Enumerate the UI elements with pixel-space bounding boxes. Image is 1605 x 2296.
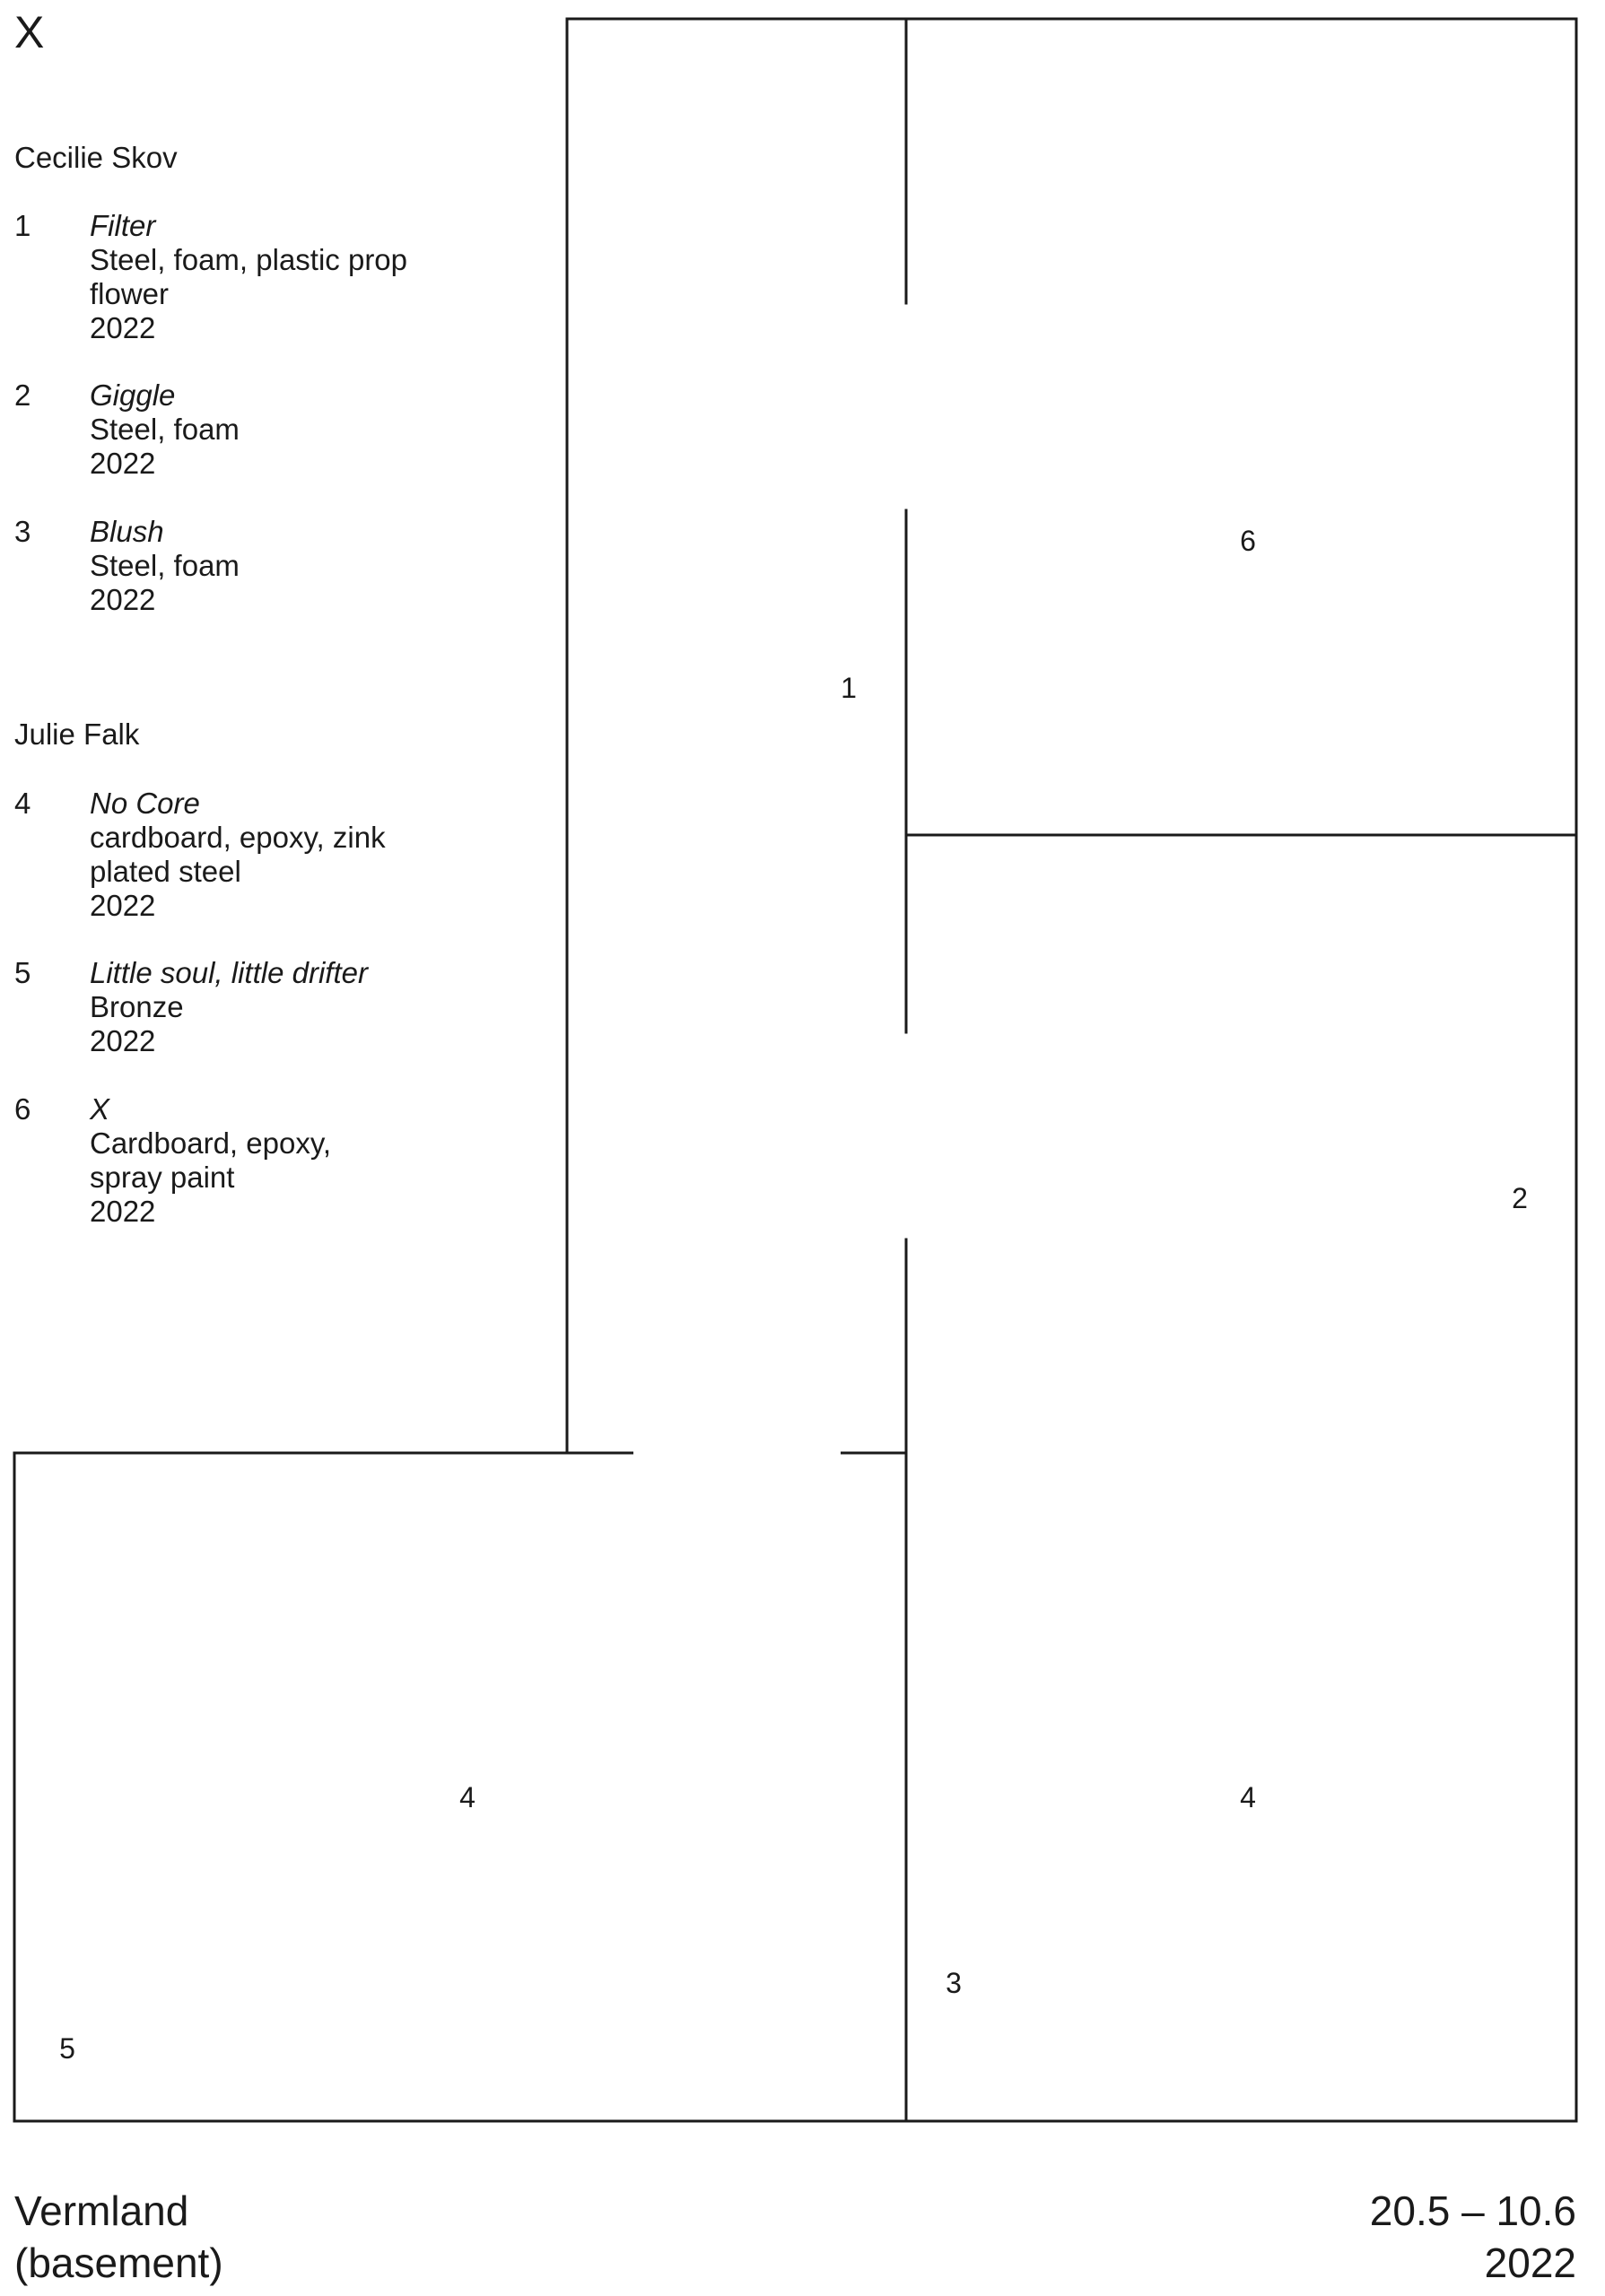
work-year: 2022 bbox=[90, 889, 156, 922]
work-materials: Bronze bbox=[90, 990, 184, 1023]
work-year: 2022 bbox=[90, 1195, 156, 1228]
work-number: 6 bbox=[14, 1092, 31, 1126]
work-title: Filter bbox=[90, 209, 156, 242]
venue-name: Vermland bbox=[14, 2187, 189, 2234]
work-materials-cont: flower bbox=[90, 277, 170, 310]
work-title: X bbox=[90, 1092, 110, 1126]
plan-marker-4-right: 4 bbox=[1240, 1781, 1256, 1813]
work-materials: Steel, foam bbox=[90, 413, 240, 446]
plan-marker-1: 1 bbox=[841, 672, 857, 704]
artist-name-cecilie-skov: Cecilie Skov bbox=[14, 141, 178, 174]
corridor-opening bbox=[633, 1444, 841, 1462]
work-number: 3 bbox=[14, 515, 31, 548]
work-title: Little soul, little drifter bbox=[90, 956, 368, 989]
work-number: 1 bbox=[14, 209, 31, 242]
work-materials: Steel, foam bbox=[90, 549, 240, 582]
work-number: 2 bbox=[14, 378, 31, 412]
exhibition-title: X bbox=[14, 7, 45, 57]
dates-block bbox=[1370, 2185, 1576, 2289]
work-materials-cont: spray paint bbox=[90, 1161, 235, 1194]
work-number: 4 bbox=[14, 787, 31, 820]
work-year: 2022 bbox=[90, 311, 156, 344]
work-year: 2022 bbox=[90, 1024, 156, 1057]
exhibition-dates: 20.5 – 10.6 bbox=[1369, 2187, 1576, 2234]
work-materials-cont: plated steel bbox=[90, 855, 241, 888]
work-number: 5 bbox=[14, 956, 31, 989]
artist-name-julie-falk: Julie Falk bbox=[14, 718, 140, 751]
wall-outer bbox=[14, 19, 1576, 2121]
exhibition-year: 2022 bbox=[1484, 2239, 1576, 2286]
work-materials: cardboard, epoxy, zink bbox=[90, 821, 386, 854]
work-year: 2022 bbox=[90, 447, 156, 480]
work-materials: Cardboard, epoxy, bbox=[90, 1126, 332, 1160]
plan-marker-6: 6 bbox=[1240, 525, 1256, 557]
work-title: Blush bbox=[90, 515, 164, 548]
work-title: Giggle bbox=[90, 378, 176, 412]
plan-marker-5: 5 bbox=[59, 2032, 75, 2065]
work-year: 2022 bbox=[90, 583, 156, 616]
work-materials: Steel, foam, plastic prop bbox=[90, 243, 408, 276]
venue-block bbox=[14, 2185, 223, 2289]
venue-location: (basement) bbox=[14, 2239, 223, 2286]
plan-marker-2: 2 bbox=[1512, 1182, 1528, 1214]
plan-marker-4-left: 4 bbox=[459, 1781, 475, 1813]
work-title: No Core bbox=[90, 787, 200, 820]
plan-marker-3: 3 bbox=[946, 1967, 962, 1999]
